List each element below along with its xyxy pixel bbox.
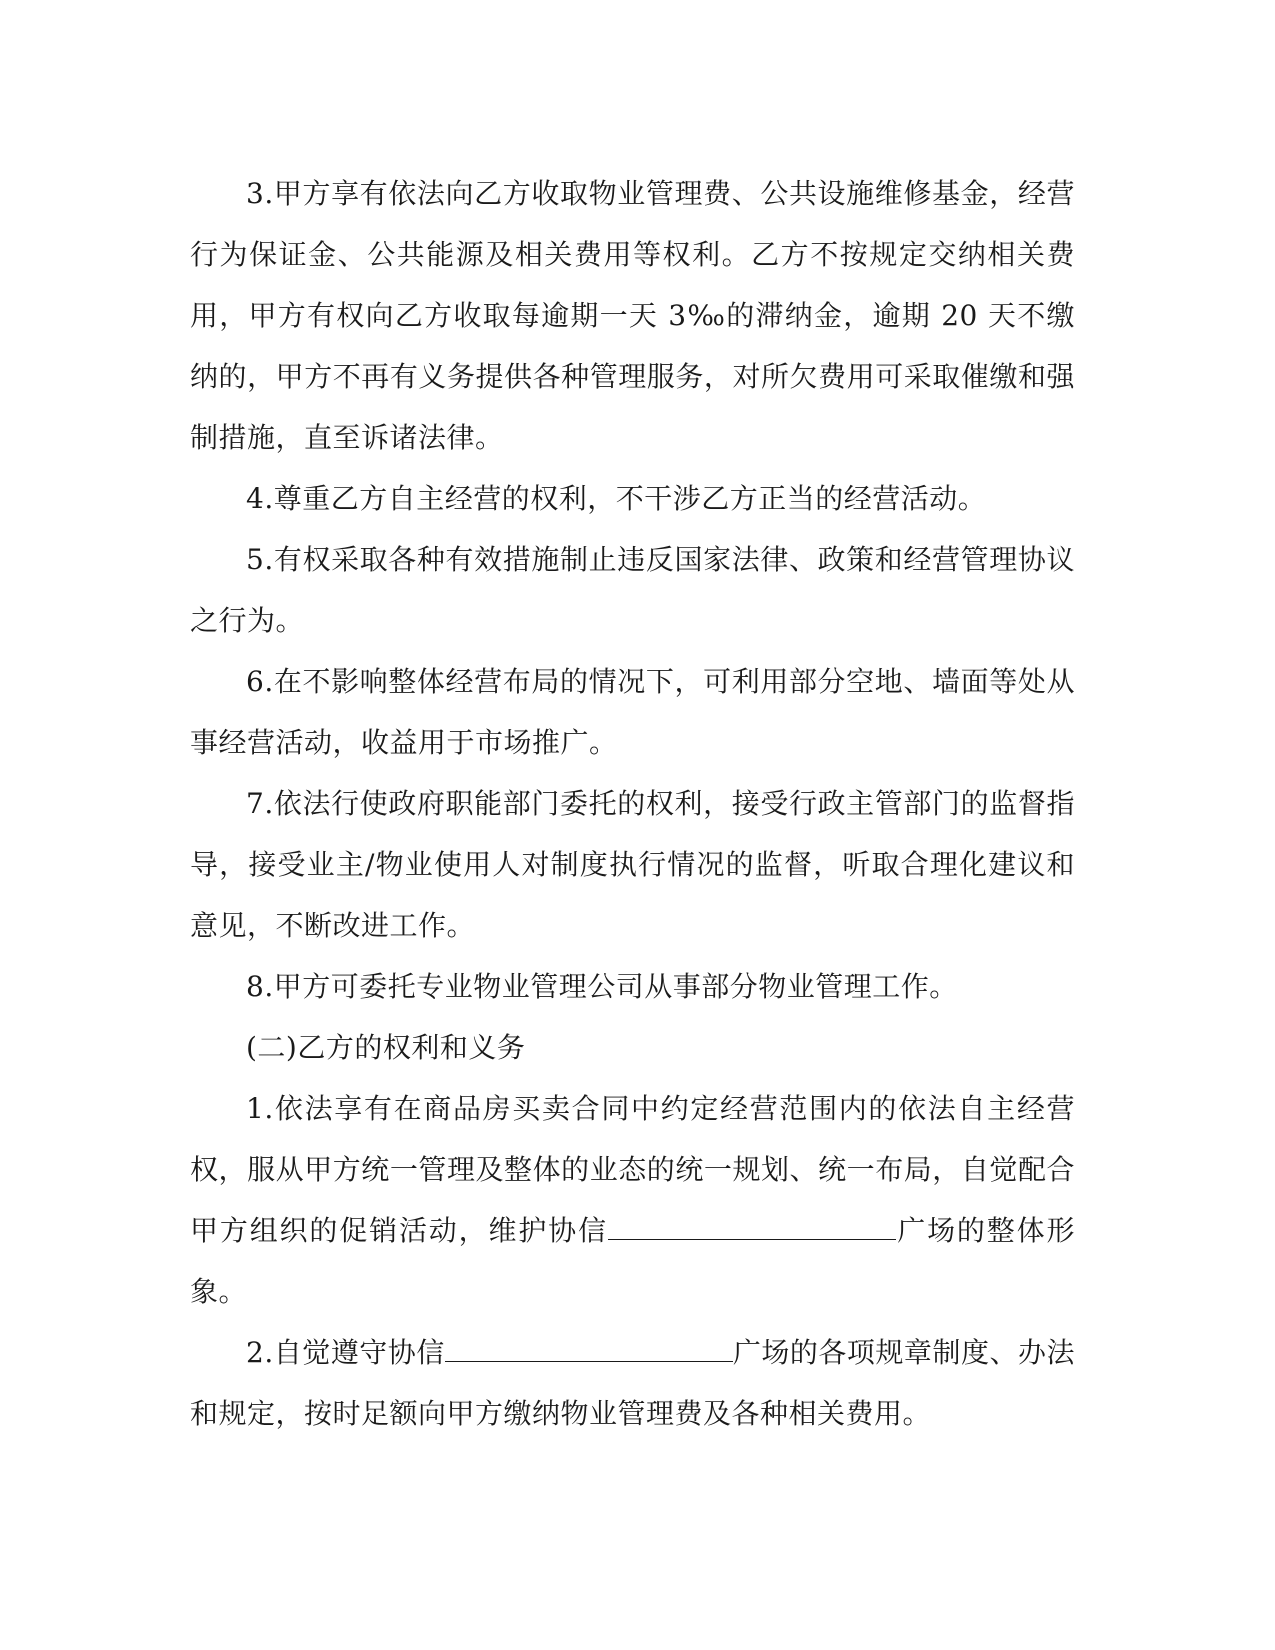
paragraph-text-after-blank: 广场的各项规章制度、办法和规定，按时足额向甲方缴纳物业管理费及各种相关费用。 bbox=[190, 1336, 1075, 1430]
fill-in-blank-line bbox=[445, 1360, 733, 1362]
fill-in-blank-line bbox=[608, 1238, 896, 1240]
paragraph-text-after-blank: 广场的整体形象。 bbox=[190, 1214, 1075, 1308]
paragraph-party-b-obey-rules bbox=[190, 1322, 1075, 1444]
section-heading-party-b-rights: (二)乙方的权利和义务 bbox=[246, 1031, 526, 1064]
paragraph-entrust-management: 8.甲方可委托专业物业管理公司从事部分物业管理工作。 bbox=[246, 970, 958, 1003]
paragraph-text-before-blank: 1.依法享有在商品房买卖合同中约定经营范围内的依法自主经营权，服从甲方统一管理及整体的业态的统一规划、统一布局，自觉配合甲方组织的促销活动，维护协信 bbox=[190, 1092, 1075, 1247]
paragraph-party-b-operation-rights bbox=[190, 1078, 1075, 1322]
paragraph-text-before-blank: 2.自觉遵守协信 bbox=[246, 1336, 445, 1369]
paragraph-use-space: 6.在不影响整体经营布局的情况下，可利用部分空地、墙面等处从事经营活动，收益用于市场推广。 bbox=[190, 665, 1075, 759]
paragraph-government-functions: 7.依法行使政府职能部门委托的权利，接受行政主管部门的监督指导，接受业主/物业使用人对制度执行情况的监督，听取合理化建议和意见，不断改进工作。 bbox=[190, 787, 1075, 942]
paragraph-stop-violations: 5.有权采取各种有效措施制止违反国家法律、政策和经营管理协议之行为。 bbox=[190, 543, 1075, 637]
document-body bbox=[190, 163, 1075, 1444]
paragraph-party-a-fees: 3.甲方享有依法向乙方收取物业管理费、公共设施维修基金，经营行为保证金、公共能源及相关费用等权利。乙方不按规定交纳相关费用，甲方有权向乙方收取每逾期一天 3‰的滞纳金，逾期 20 天不缴纳的，甲方不再有义务提供各种管理服务，对所欠费用可采取催缴和强制措施，直至诉诸法律。 bbox=[190, 177, 1075, 454]
paragraph-respect-autonomy: 4.尊重乙方自主经营的权利，不干涉乙方正当的经营活动。 bbox=[246, 482, 987, 515]
